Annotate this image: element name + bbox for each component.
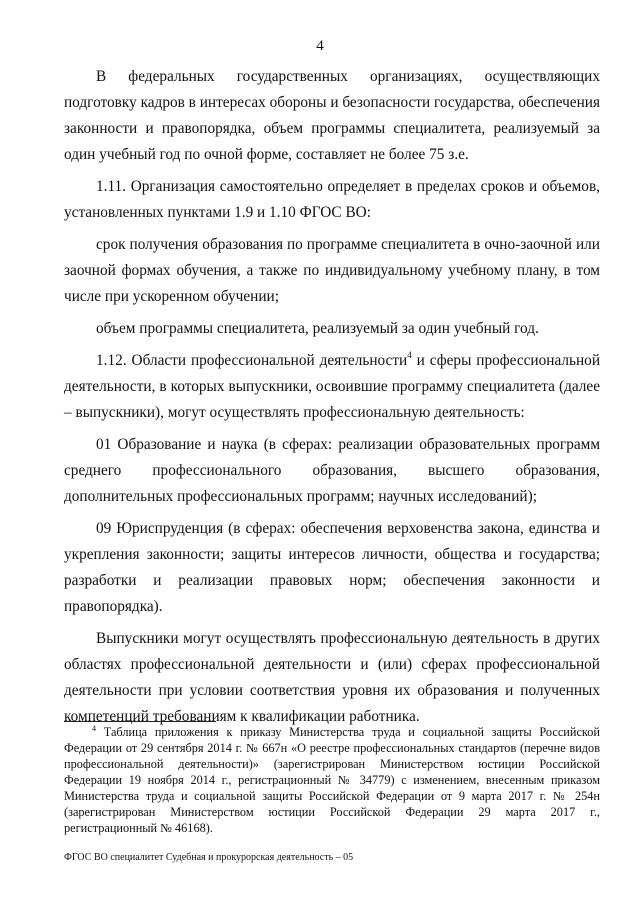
footnote-marker: 4 [92, 724, 96, 733]
footnote-text: Таблица приложения к приказу Министерства труда и социальной защиты Российской Федерации от 29 сентября 2014 г. № 667н «О реестре профессиональных стандартов (перечне видов профессиональной деятельности)» (зарегистрирован Министерством юстиции Российской Федерации 19 ноября 2014 г., регистрационный № 34779) с изменением, внесенным приказом Министерства труда и социальной защиты Российской Федерации от 9 марта 2017 г. № 254н (зарегистрирован Министерством юстиции Российской Федерации 29 марта 2017 г., регистрационный № 46168). [64, 725, 601, 835]
page-number: 4 [316, 38, 324, 54]
footnote-divider [64, 721, 216, 722]
footnote-reference: 4 [407, 350, 412, 360]
document-body [64, 64, 600, 730]
document-footer: ФГОС ВО специалитет Судебная и прокурорская деятельность – 05 [64, 852, 354, 863]
paragraph-1-12-lead: 1.12. Области профессиональной деятельности [96, 352, 408, 369]
paragraph-education-science: 01 Образование и наука (в сферах: реализации образовательных программ среднего профессионального образования, высшего образования, дополнительных профессиональных программ; научных исследований); [64, 436, 600, 505]
paragraph-jurisprudence: 09 Юриспруденция (в сферах: обеспечения верховенства закона, единства и укрепления законности; защиты интересов личности, общества и государства; разработки и реализации правовых норм; обеспечения законности и правопорядка). [64, 520, 600, 615]
paragraph-study-period: срок получения образования по программе специалитета в очно-заочной или заочной формах обучения, а также по индивидуальному учебному плану, в том числе при ускоренном обучении; [64, 236, 600, 305]
footnote [64, 724, 600, 836]
paragraph-1-11: 1.11. Организация самостоятельно определяет в пределах сроков и объемов, установленных пунктами 1.9 и 1.10 ФГОС ВО: [64, 178, 600, 221]
paragraph-1-12 [64, 348, 600, 426]
paragraph-federal-organizations: В федеральных государственных организациях, осуществляющих подготовку кадров в интересах обороны и безопасности государства, обеспечения законности и правопорядка, объем программы специалитета, реализуемый за один учебный год по очной форме, составляет не более 75 з.е. [64, 68, 600, 163]
paragraph-graduates: Выпускники могут осуществлять профессиональную деятельность в других областях профессиональной деятельности и (или) сферах профессиональной деятельности при условии соответствия уровня их образования и полученных компетенций требованиям к квалификации работника. [64, 630, 600, 725]
paragraph-1-12-rest: и сферы профессиональной деятельности, в которых выпускники, освоившие программу специалитета (далее – выпускники), могут осуществлять профессиональную деятельность: [64, 352, 601, 421]
paragraph-program-volume: объем программы специалитета, реализуемый за один учебный год. [96, 320, 539, 337]
